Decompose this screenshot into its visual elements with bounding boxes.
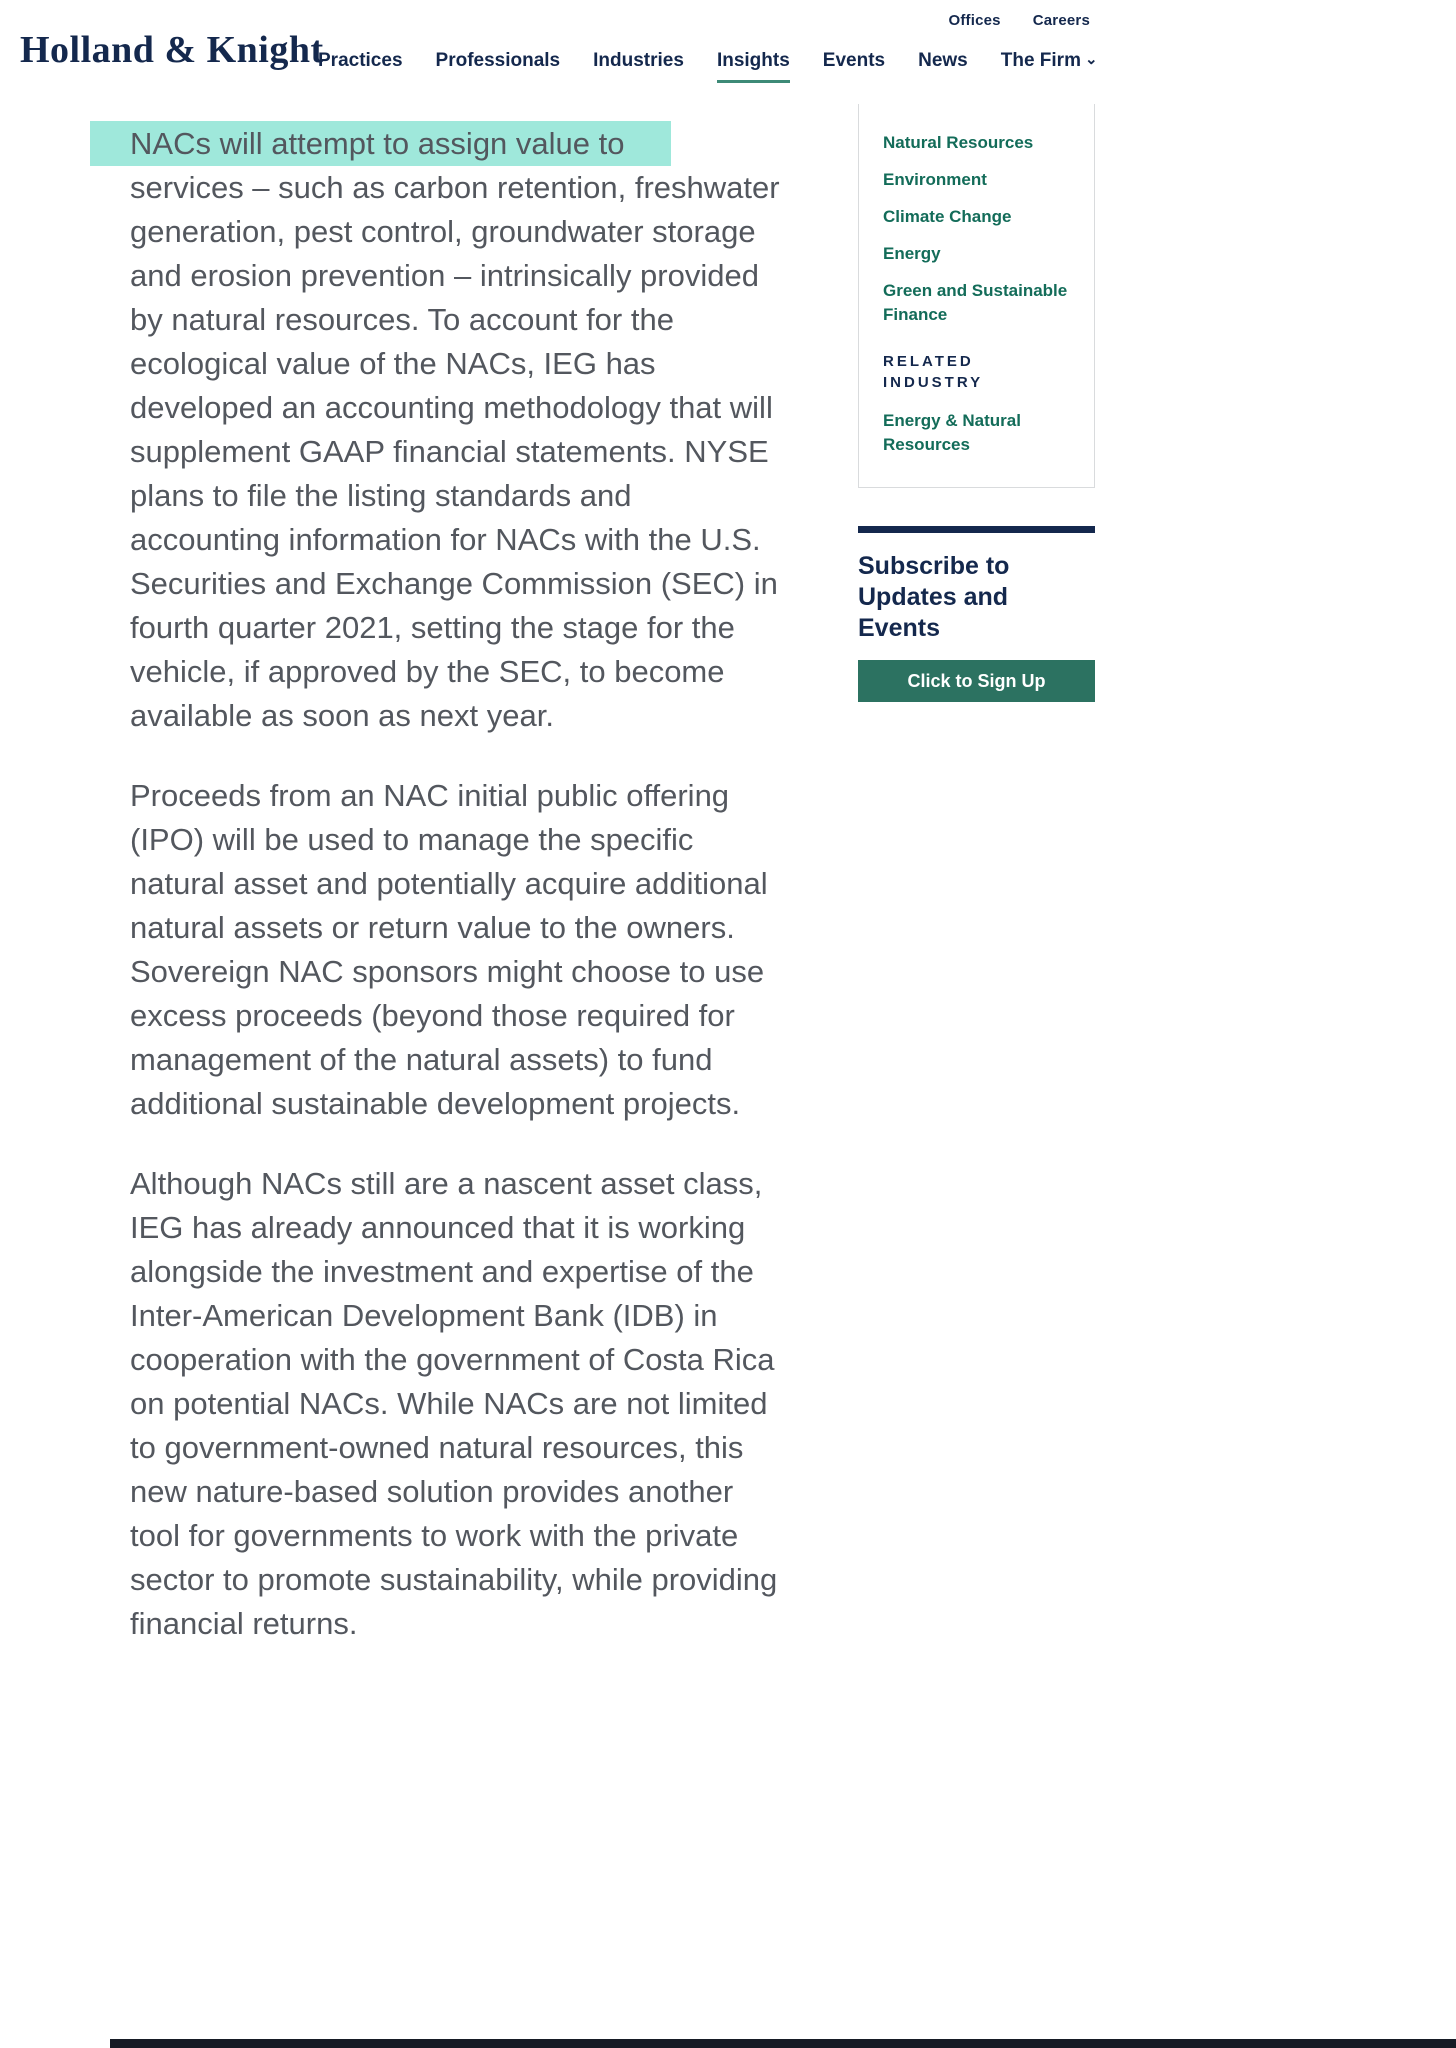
article-paragraph [130, 1162, 790, 1646]
related-practices-box [858, 104, 1095, 488]
utility-link-careers[interactable]: Careers [1032, 12, 1090, 29]
logo[interactable]: Holland & Knight [20, 29, 324, 71]
signup-button[interactable]: Click to Sign Up [858, 660, 1095, 702]
nav-item-insights[interactable]: Insights [717, 50, 790, 83]
utility-nav [948, 12, 1090, 29]
nav-item-news[interactable]: News [918, 50, 968, 71]
related-industry-link-energy-natural-resources[interactable]: Energy & Natural Resources [883, 411, 1021, 454]
subscribe-heading: Subscribe to Updates and Events [858, 552, 1010, 642]
sidebar-divider [858, 526, 1095, 533]
related-practice-link-natural-resources[interactable]: Natural Resources [883, 133, 1034, 152]
article-paragraph [130, 122, 790, 738]
article-paragraph [130, 774, 790, 1126]
related-practice-link-energy[interactable]: Energy [883, 244, 941, 263]
footer-top-strip [110, 2039, 1456, 2048]
utility-link-offices[interactable]: Offices [948, 12, 1001, 29]
nav-item-the-firm-label: The Firm [1000, 50, 1081, 71]
nav-item-the-firm[interactable] [1001, 50, 1098, 80]
paragraph-text: Although NACs still are a nascent asset class, IEG has already announced that it is working alongside the investment and expertise of the Inter-American Development Bank (IDB) in cooperation with the government of Costa Rica on potential NACs. While NACs are not limited to government-owned natural resources, this new nature-based solution provides another tool for governments to work with the private sector to promote sustainability, while providing financial returns. [130, 1166, 778, 1641]
related-industry-heading: RELATED INDUSTRY [883, 353, 984, 391]
related-practice-link-climate-change[interactable]: Climate Change [883, 207, 1012, 226]
paragraph-text: Proceeds from an NAC initial public offering (IPO) will be used to manage the specific natural asset and potentially acquire additional natural assets or return value to the owners. Sovereign NAC sponsors might choose to use excess proceeds (beyond those required for management of the natural assets) to fund additional sustainable development projects. [130, 778, 768, 1121]
article-body [130, 122, 790, 1682]
nav-item-events[interactable]: Events [822, 50, 886, 71]
related-practice-link-environment[interactable]: Environment [883, 170, 987, 189]
paragraph-text: services – such as carbon retention, freshwater generation, pest control, groundwater storage and erosion prevention – intrinsically provided by natural resources. To account for the ecological value of the NACs, IEG has developed an accounting methodology that will supplement GAAP financial statements. NYSE plans to file the listing standards and accounting information for NACs with the U.S. Securities and Exchange Commission (SEC) in fourth quarter 2021, setting the stage for the vehicle, if approved by the SEC, to become available as soon as next year. [130, 170, 780, 733]
highlighted-text: NACs will attempt to assign value to [90, 121, 671, 166]
chevron-down-icon: ⌄ [1084, 51, 1098, 68]
sidebar [858, 104, 1095, 702]
nav-item-practices[interactable]: Practices [318, 50, 403, 71]
nav-item-industries[interactable]: Industries [593, 50, 684, 71]
related-practice-link-green-sustainable-finance[interactable]: Green and Sustainable Finance [883, 281, 1068, 324]
main-nav [318, 50, 1098, 83]
site-header [0, 0, 1456, 104]
nav-item-professionals[interactable]: Professionals [435, 50, 561, 71]
